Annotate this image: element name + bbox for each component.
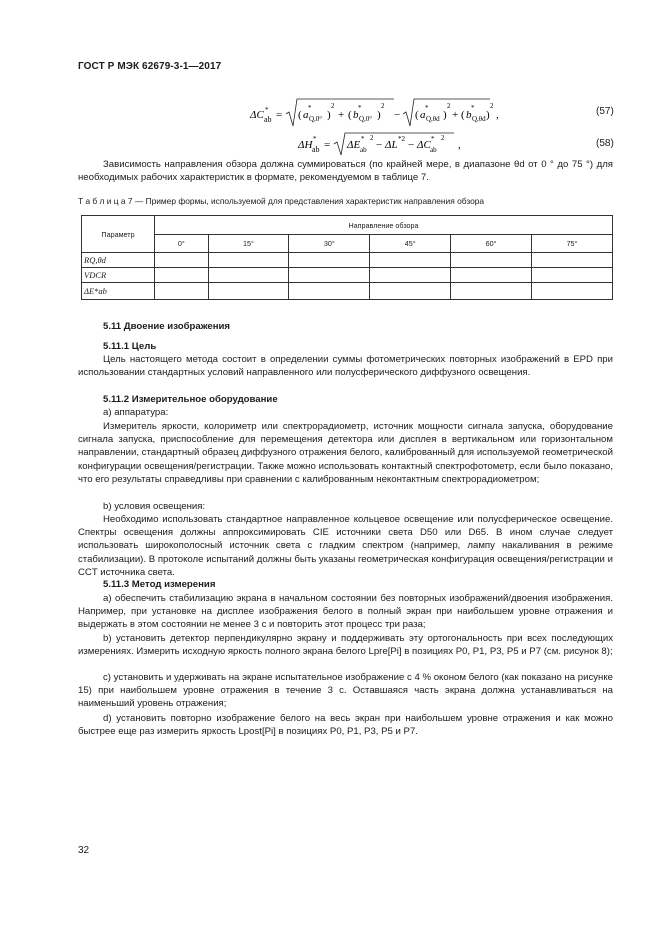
svg-text:*: * [361,135,365,143]
svg-text:(: ( [461,109,465,121]
svg-text:,: , [496,109,499,121]
item-a-text: Измеритель яркости, колориметр или спектрорадиометр, источник мощности сигнала запуска, оборудование сигнала запуска, приспособление для перемещения детектора или дисплея в вертикальном или горизонтальном направлении, стандартный образец диффузного отражения белого, калиброванный для используемой геометрической конфигурации освещения/регистрации. Также можно использовать контактный спектрофотометр, если было показано, что его результаты справедливы при сравнении с калиброванным неконтактным спектрорадиометром; [78,421,613,485]
svg-text:ab: ab [264,115,272,124]
table-7 [81,215,613,300]
svg-text:(: ( [415,109,419,121]
svg-text:+: + [338,109,345,121]
svg-text:ab: ab [360,146,367,154]
svg-text:b: b [466,109,472,121]
svg-text:(: ( [298,109,302,121]
method-step-a: а) обеспечить стабилизацию экрана в начальном состоянии без повторных изображений/двоения изображения. Например, при установке на дисплее изображения белого в полный экран при наибольшем уровне отражения и выдержать в этом состоянии не менее 3 с и повторить этот процесс три раза; [78,593,613,631]
svg-text:ΔC: ΔC [250,109,264,121]
svg-text:ΔL: ΔL [385,139,398,151]
svg-text:2: 2 [447,102,451,110]
formula-58 [296,131,496,159]
section-5-11-1-text: Цель настоящего метода состоит в определении суммы фотометрических повторных изображений в EPD при использовании стандартных условий направленного или полусферического диффузного освещения. [78,354,613,379]
angle-header: 45° [370,235,451,253]
svg-text:+: + [452,109,459,121]
svg-text:*: * [308,104,312,112]
svg-text:2: 2 [370,134,374,142]
svg-text:ΔC: ΔC [417,139,431,151]
svg-text:*2: *2 [398,135,405,143]
equation-number-58: (58) [596,138,614,149]
svg-text:): ) [443,109,447,121]
row-label: RQ,θd [82,253,155,268]
svg-text:b: b [353,109,359,121]
row-label: ΔE*ab [82,283,155,300]
item-b-text: Необходимо использовать стандартное направленное кольцевое освещение или полусферическое освещение. Спектры освещения должны аппроксимировать CIE источники света D50 или D65. В ином случае следует использовать широкополосный источник света с гладким спектром (например, лампу накаливания в режиме стабилизации). В протоколе испытаний должны быть указаны геометрическая конфигурация освещения/регистрации и CCT источника света. [78,514,613,578]
svg-text:(: ( [348,109,352,121]
page-number: 32 [78,845,90,856]
svg-text:ΔH: ΔH [298,139,313,151]
svg-text:Q,0°: Q,0° [309,115,323,123]
svg-text:): ) [327,109,331,121]
standard-header: ГОСТ Р МЭК 62679-3-1—2017 [78,61,222,72]
svg-text:*: * [425,104,429,112]
table-7-caption: Т а б л и ц а 7 — Пример формы, используемой для представления характеристик направления обзора [78,196,485,206]
equation-number-57: (57) [596,106,614,117]
section-5-11-1-title: 5.11.1 Цель [103,341,157,352]
svg-text:ab: ab [430,146,437,154]
section-5-11-3-title: 5.11.3 Метод измерения [103,579,216,590]
svg-text:=: = [324,139,331,151]
svg-text:=: = [276,109,283,121]
svg-text:a: a [420,109,426,121]
direction-group-header: Направление обзора [155,216,613,235]
svg-text:ΔE: ΔE [347,139,361,151]
svg-text:−: − [394,109,401,121]
svg-text:2: 2 [331,102,335,110]
param-header: Параметр [82,216,155,253]
angle-header: 0° [155,235,209,253]
svg-text:Q,θd: Q,θd [426,115,440,123]
svg-text:2: 2 [490,102,494,110]
svg-text:−: − [408,139,415,151]
method-step-d: d) установить повторно изображение белого на весь экран при наибольшем уровне отражения и как можно быстрее еще раз измерить яркость Lpost[Pi] в позициях P0, P1, P3, P5 и P7. [78,713,613,738]
svg-text:): ) [377,109,381,121]
svg-text:ab: ab [312,145,320,154]
svg-text:Q,0°: Q,0° [359,115,373,123]
angle-header: 60° [451,235,532,253]
angle-header: 30° [289,235,370,253]
method-step-c: c) установить и удерживать на экране испытательное изображение с 4 % оконом белого (как показано на рисунке 15) при наибольшем уровне отражения в течение 3 с. Оставшаяся часть экрана должна устанавливаться на наименьший уровень отражения; [78,672,613,710]
svg-text:*: * [358,104,362,112]
angle-header: 75° [532,235,613,253]
section-5-11-title: 5.11 Двоение изображения [103,321,231,332]
svg-text:Q,θd: Q,θd [472,115,486,123]
svg-text:a: a [303,109,309,121]
svg-text:2: 2 [381,102,385,110]
item-b-label: b) условия освещения: [103,501,206,512]
svg-text:*: * [313,135,317,143]
section-5-11-2-title: 5.11.2 Измерительное оборудование [103,394,278,405]
svg-text:,: , [458,139,461,151]
svg-text:*: * [471,104,475,112]
formula-57 [248,96,548,132]
svg-text:*: * [265,106,269,114]
svg-text:−: − [376,139,383,151]
item-a-label: а) аппаратура: [103,407,169,418]
method-step-b: b) установить детектор перпендикулярно экрану и поддерживать эту ортогональность при всех последующих измерениях. Измерить исходную яркость полного экрана белого Lpre[Pi] в позициях P0, P1, P3, P5 и P7 (см. рисунок 8); [78,633,613,658]
angle-header: 15° [208,235,289,253]
svg-text:*: * [431,135,435,143]
row-label: VDCR [82,268,155,283]
svg-text:2: 2 [441,134,445,142]
intro-paragraph: Зависимость направления обзора должна суммироваться (по крайней мере, в диапазоне θd от 0 ° до 75 °) для необходимых рабочих характеристик в формате, рекомендуемом в таблице 7. [78,159,613,184]
svg-text:): ) [486,109,490,121]
